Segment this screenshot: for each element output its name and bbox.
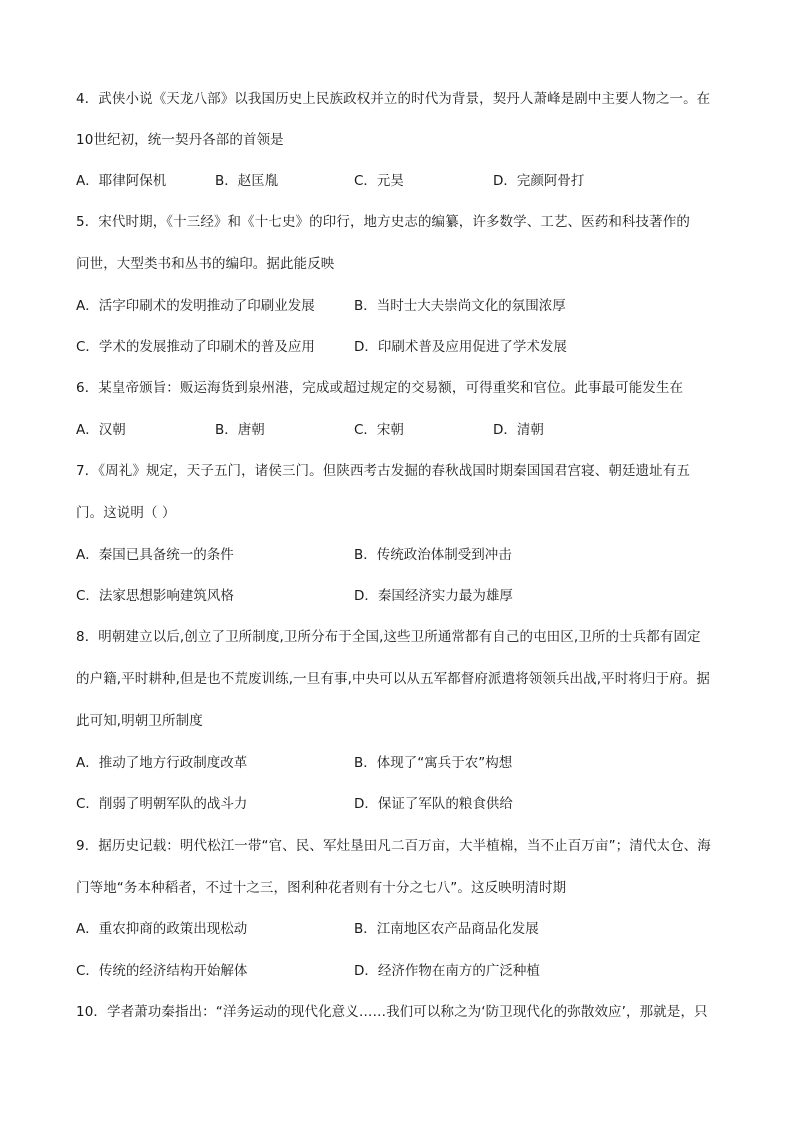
q4-option-a: A．耶律阿保机	[76, 173, 167, 189]
q7-stem-line1: 7．《周礼》规定，天子五门，诸侯三门。但陕西考古发掘的春秋战国时期秦国国君宫寝、朝廷遗址有五	[76, 463, 690, 479]
q8-option-a: A．推动了地方行政制度改革	[76, 755, 248, 771]
q8-option-d: D．保证了军队的粮食供给	[354, 796, 513, 812]
q6-stem-line1: 6．某皇帝颁旨：贩运海货到泉州港，完成或超过规定的交易额，可得重奖和官位。此事最可能发生在	[76, 380, 684, 396]
q7-option-b: B．传统政治体制受到冲击	[354, 547, 512, 563]
q6-option-b: B．唐朝	[215, 422, 265, 438]
q8-stem-line3: 此可知,明朝卫所制度	[76, 713, 203, 729]
q5-stem-line1: 5．宋代时期，《十三经》和《十七史》的印行，地方史志的编纂，许多数学、工艺、医药和科技著作的	[76, 214, 690, 230]
q7-stem-line2: 门。这说明（ ）	[76, 505, 176, 521]
q4-stem-line1: 4．武侠小说《天龙八部》以我国历史上民族政权并立的时代为背景，契丹人萧峰是剧中主要人物之一。在	[76, 91, 711, 107]
q4-option-d: D．完颜阿骨打	[493, 173, 585, 189]
q9-stem-line2: 门等地“务本种稻者，不过十之三，图利种花者则有十分之七八”。这反映明清时期	[76, 880, 567, 896]
q7-option-c: C．法家思想影响建筑风格	[76, 588, 234, 604]
q8-stem-line1: 8．明朝建立以后,创立了卫所制度,卫所分布于全国,这些卫所通常都有自己的屯田区,卫所的士兵都有固定	[76, 629, 701, 645]
q4-stem-line2: 10世纪初，统一契丹各部的首领是	[76, 132, 284, 148]
q9-option-a: A．重农抑商的政策出现松动	[76, 921, 248, 937]
q5-stem-line2: 问世，大型类书和丛书的编印。据此能反映	[76, 256, 335, 272]
q6-option-d: D．清朝	[493, 422, 544, 438]
q6-option-a: A．汉朝	[76, 422, 126, 438]
q5-option-b: B．当时士大夫崇尚文化的氛围浓厚	[354, 298, 566, 314]
q9-option-b: B．江南地区农产品商品化发展	[354, 921, 539, 937]
q5-option-c: C．学术的发展推动了印刷术的普及应用	[76, 339, 315, 355]
q6-option-c: C．宋朝	[354, 422, 404, 438]
q4-option-c: C．元昊	[354, 173, 404, 189]
q10-stem-line1: 10．学者萧功秦指出：“洋务运动的现代化意义……我们可以称之为‘防卫现代化的弥散效应’，那就是，只	[76, 1004, 708, 1020]
q7-option-d: D．秦国经济实力最为雄厚	[354, 588, 513, 604]
q5-option-d: D．印刷术普及应用促进了学术发展	[354, 339, 567, 355]
q9-option-d: D．经济作物在南方的广泛种植	[354, 963, 540, 979]
q8-option-b: B．体现了“寓兵于农”构想	[354, 755, 513, 771]
q4-option-b: B．赵匡胤	[215, 173, 279, 189]
q7-option-a: A．秦国已具备统一的条件	[76, 547, 234, 563]
q9-stem-line1: 9．据历史记载：明代松江一带“官、民、军灶垦田凡二百万亩，大半植棉，当不止百万亩”；清代太仓、海	[76, 838, 711, 854]
q9-option-c: C．传统的经济结构开始解体	[76, 963, 248, 979]
q8-option-c: C．削弱了明朝军队的战斗力	[76, 796, 248, 812]
q5-option-a: A．活字印刷术的发明推动了印刷业发展	[76, 298, 315, 314]
q8-stem-line2: 的户籍,平时耕种,但是也不荒废训练,一旦有事,中央可以从五军都督府派遣将领领兵出战,平时将归于府。据	[76, 671, 710, 687]
